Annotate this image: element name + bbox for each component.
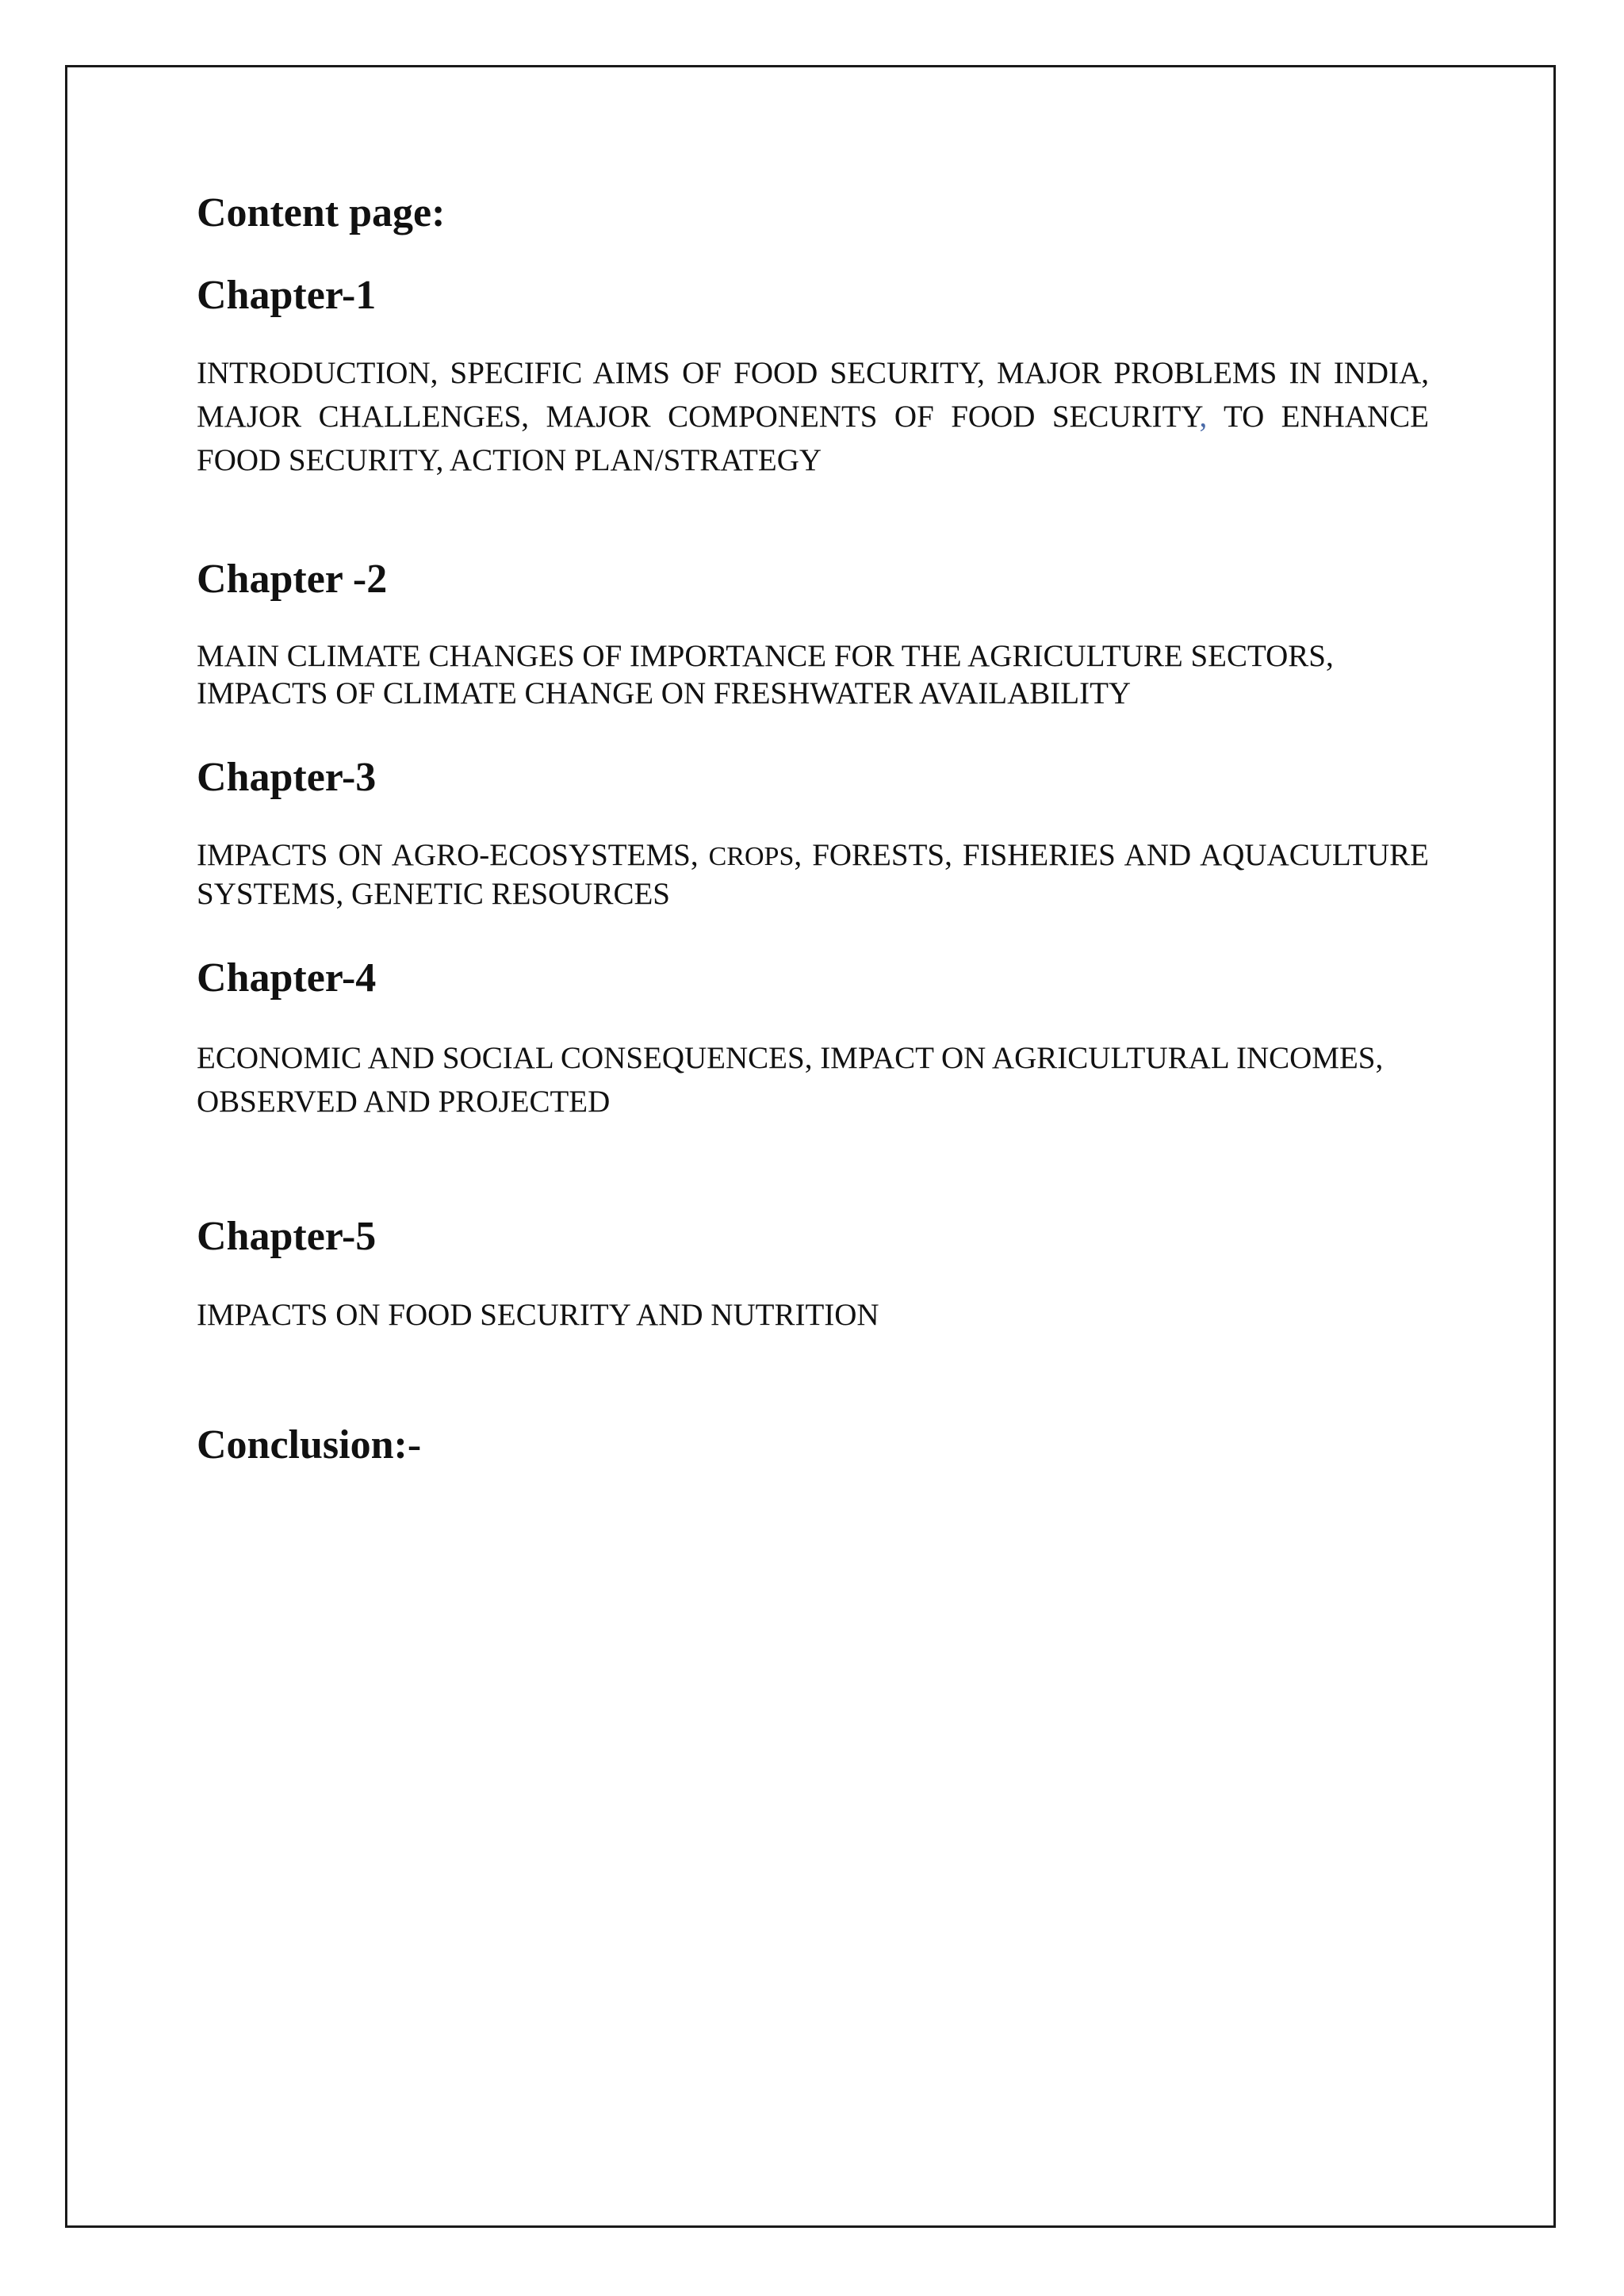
page-title: Content page: — [197, 190, 446, 235]
chapter-1-topics-part1: INTRODUCTION, SPECIFIC AIMS OF FOOD SECURITY, MAJOR PROBLEMS IN INDIA, MAJOR CHALLENGES, MAJOR COMPONENTS OF FOOD SECURITY — [197, 355, 1429, 434]
table-of-contents — [197, 189, 1429, 1471]
chapter-3-topics-crops: CROPS — [708, 841, 795, 871]
conclusion-heading: Conclusion:- — [197, 1422, 422, 1468]
chapter-3-heading: Chapter-3 — [197, 755, 377, 801]
chapter-3-topics-part2: , FORESTS, FISHERIES AND AQUACULTURE SYSTEMS, GENETIC RESOURCES — [197, 837, 1429, 911]
chapter-1-topics — [197, 351, 1429, 482]
chapter-1-comma: , — [1199, 399, 1208, 434]
chapter-2-topics: MAIN CLIMATE CHANGES OF IMPORTANCE FOR THE AGRICULTURE SECTORS, IMPACTS OF CLIMATE CHANGE ON FRESHWATER AVAILABILITY — [197, 639, 1334, 711]
chapter-3-topics-part1: IMPACTS ON AGRO-ECOSYSTEMS, — [197, 837, 709, 872]
chapter-2-heading: Chapter -2 — [197, 556, 388, 602]
chapter-5-heading: Chapter-5 — [197, 1213, 377, 1259]
chapter-1-heading: Chapter-1 — [197, 273, 377, 319]
chapter-3-topics — [197, 836, 1429, 913]
chapter-5-topics: IMPACTS ON FOOD SECURITY AND NUTRITION — [197, 1298, 879, 1333]
chapter-4-heading: Chapter-4 — [197, 955, 377, 1001]
chapter-1-topics-part2: TO ENHANCE FOOD SECURITY, ACTION PLAN/STRATEGY — [197, 399, 1429, 477]
chapter-4-topics: ECONOMIC AND SOCIAL CONSEQUENCES, IMPACT ON AGRICULTURAL INCOMES, OBSERVED AND PROJECTED — [197, 1040, 1384, 1119]
